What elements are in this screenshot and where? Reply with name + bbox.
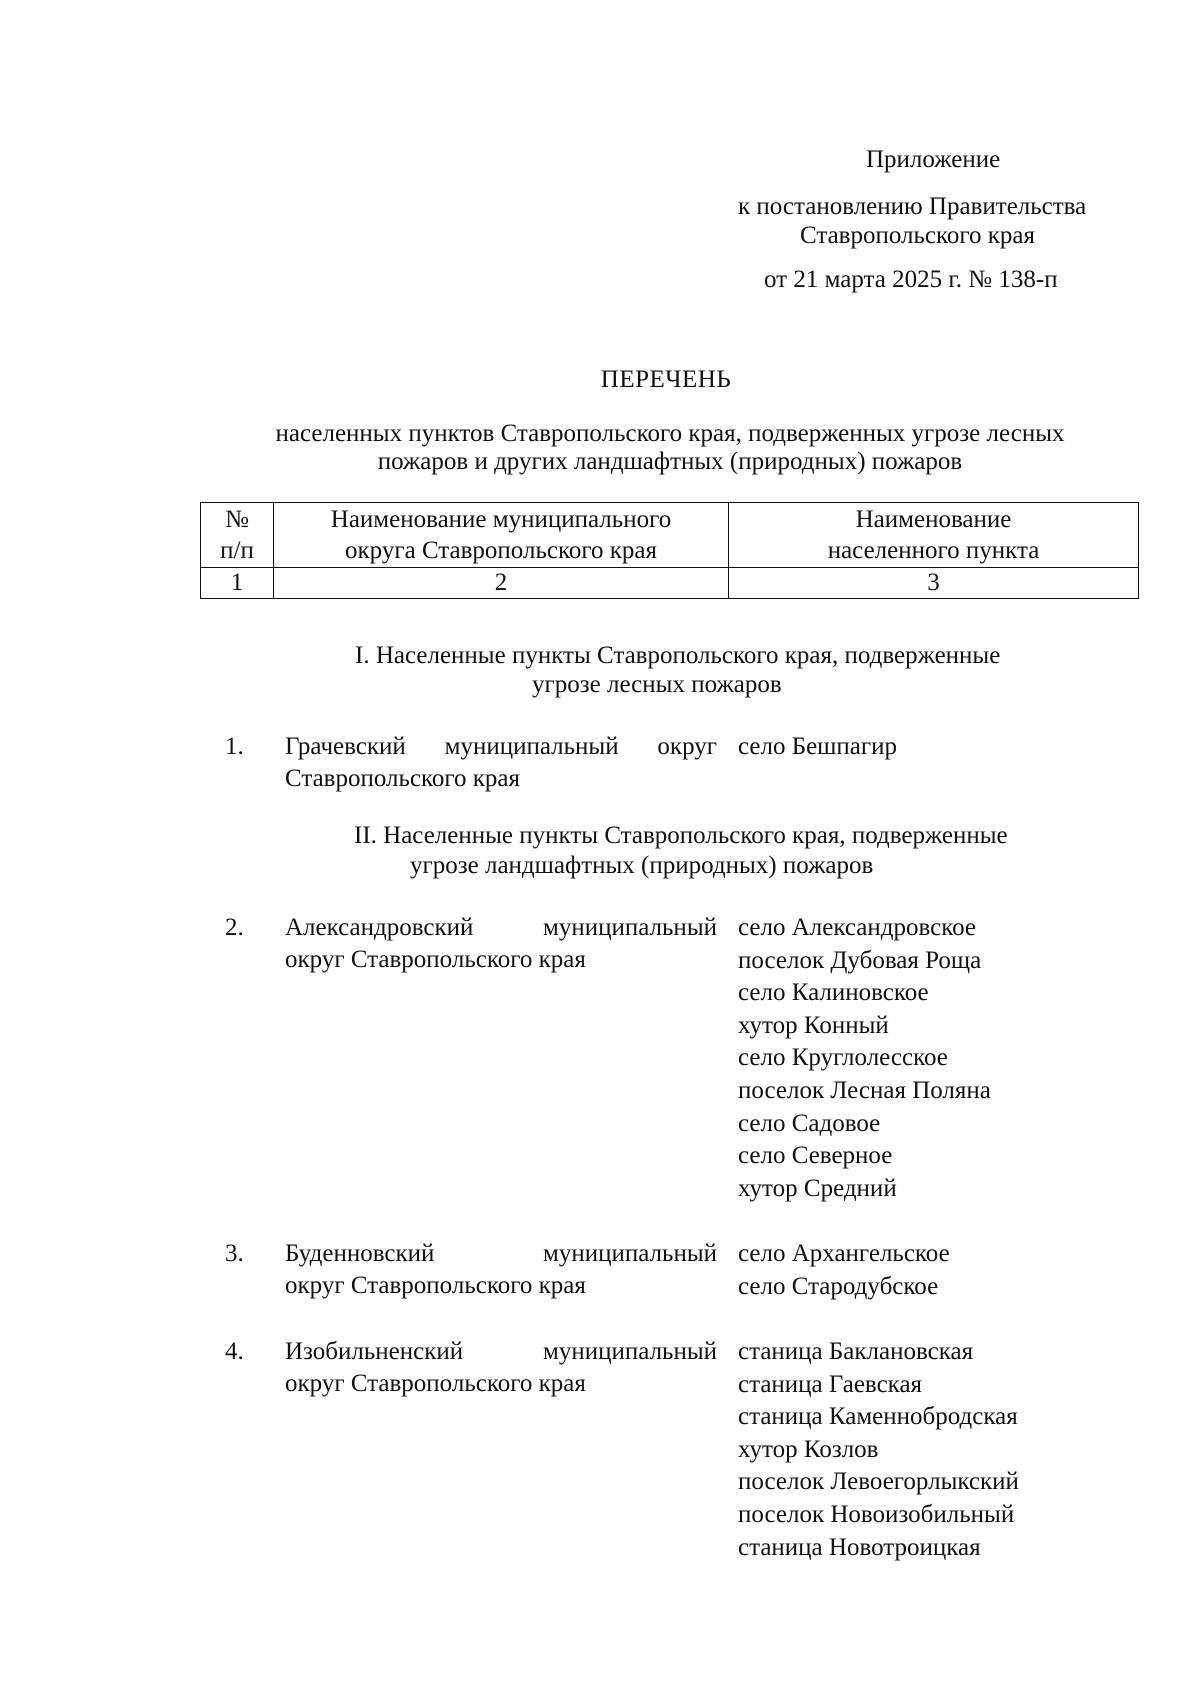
entry-district-line2: округ Ставропольского края	[285, 1272, 586, 1299]
entry-district-line2: округ Ставропольского края	[285, 1370, 586, 1397]
settlement-item: станица Баклановская	[738, 1338, 974, 1365]
entry-district-line2: округ Ставропольского края	[285, 946, 586, 973]
column-header-number	[201, 503, 274, 568]
settlement-item: село Архангельское	[738, 1240, 950, 1267]
document-title: ПЕРЕЧЕНЬ	[600, 366, 732, 393]
entry-district-line2: Ставропольского края	[285, 765, 520, 792]
table-column-number-row	[201, 568, 1139, 599]
column-header-district-line1: Наименование муниципального	[330, 506, 672, 533]
column-header-settlement-line2: населенного пункта	[827, 537, 1040, 564]
settlement-item: поселок Лесная Поляна	[738, 1076, 991, 1104]
resolution-date: от 21 марта 2025 г. № 138-п	[764, 266, 1058, 293]
column-header-number-line2: п/п	[220, 537, 254, 564]
entry-district-line1: Буденновский муниципальный	[285, 1240, 717, 1267]
settlement-item: станица Новотроицкая	[738, 1533, 981, 1561]
column-header-district	[274, 503, 729, 568]
settlement-item: село Бешпагир	[738, 733, 898, 760]
column-header-district-line2: округа Ставропольского края	[345, 537, 657, 564]
entry-district	[285, 1238, 717, 1302]
entry-district	[285, 1336, 717, 1400]
settlement-item: станица Каменнобродская	[738, 1403, 1018, 1431]
entry-number: 2.	[225, 914, 244, 941]
entry-district-line1: Изобильненский муниципальный	[285, 1338, 717, 1365]
settlement-item: хутор Конный	[738, 1011, 889, 1039]
settlement-item: станица Гаевская	[738, 1370, 923, 1398]
settlement-item: село Садовое	[738, 1109, 881, 1137]
settlement-item: село Круглолесское	[738, 1044, 948, 1072]
resolution-reference-region: Ставропольского края	[800, 222, 1035, 249]
section-heading-1-line2: угрозе лесных пожаров	[532, 671, 782, 698]
section-heading-1-line1: I. Населенные пункты Ставропольского края, подверженные	[355, 642, 1001, 669]
column-header-settlement-line1: Наименование	[855, 506, 1012, 533]
entry-district-line1: Александровский муниципальный	[285, 914, 717, 941]
entry-number: 3.	[225, 1240, 244, 1267]
entry-settlements	[738, 1238, 950, 1303]
column-header-number-line1: №	[225, 506, 249, 533]
section-heading-2-line1: II. Населенные пункты Ставропольского края, подверженные	[354, 822, 1008, 849]
entry-district-line1: Грачевский муниципальный округ	[285, 733, 717, 760]
document-subtitle-line1: населенных пунктов Ставропольского края, подверженных угрозе лесных	[275, 420, 1065, 447]
section-heading-2-line2: угрозе ландшафтных (природных) пожаров	[410, 852, 874, 879]
settlement-item: село Северное	[738, 1142, 893, 1170]
entry-settlements	[738, 912, 991, 1205]
settlement-item: село Калиновское	[738, 979, 929, 1007]
settlement-item: поселок Левоегорлыкский	[738, 1468, 1019, 1496]
list-header-table	[200, 502, 1139, 599]
column-header-settlement	[729, 503, 1139, 568]
settlement-item: село Александровское	[738, 914, 977, 941]
column-number: 1	[201, 568, 274, 599]
appendix-title: Приложение	[866, 146, 1001, 173]
settlement-item: село Стародубское	[738, 1272, 939, 1300]
entry-district	[285, 731, 717, 795]
settlement-item: хутор Козлов	[738, 1435, 879, 1463]
document-subtitle-line2: пожаров и других ландшафтных (природных) пожаров	[377, 448, 963, 475]
settlement-item: поселок Новоизобильный	[738, 1500, 1015, 1528]
table-header-row	[201, 503, 1139, 568]
entry-settlements	[738, 1336, 1019, 1564]
entry-settlements	[738, 731, 897, 764]
entry-district	[285, 912, 717, 976]
settlement-item: поселок Дубовая Роща	[738, 946, 982, 974]
column-number: 3	[729, 568, 1139, 599]
entry-number: 4.	[225, 1338, 244, 1365]
entry-number: 1.	[225, 733, 244, 760]
settlement-item: хутор Средний	[738, 1174, 897, 1202]
column-number: 2	[274, 568, 729, 599]
resolution-reference: к постановлению Правительства	[738, 193, 1087, 220]
